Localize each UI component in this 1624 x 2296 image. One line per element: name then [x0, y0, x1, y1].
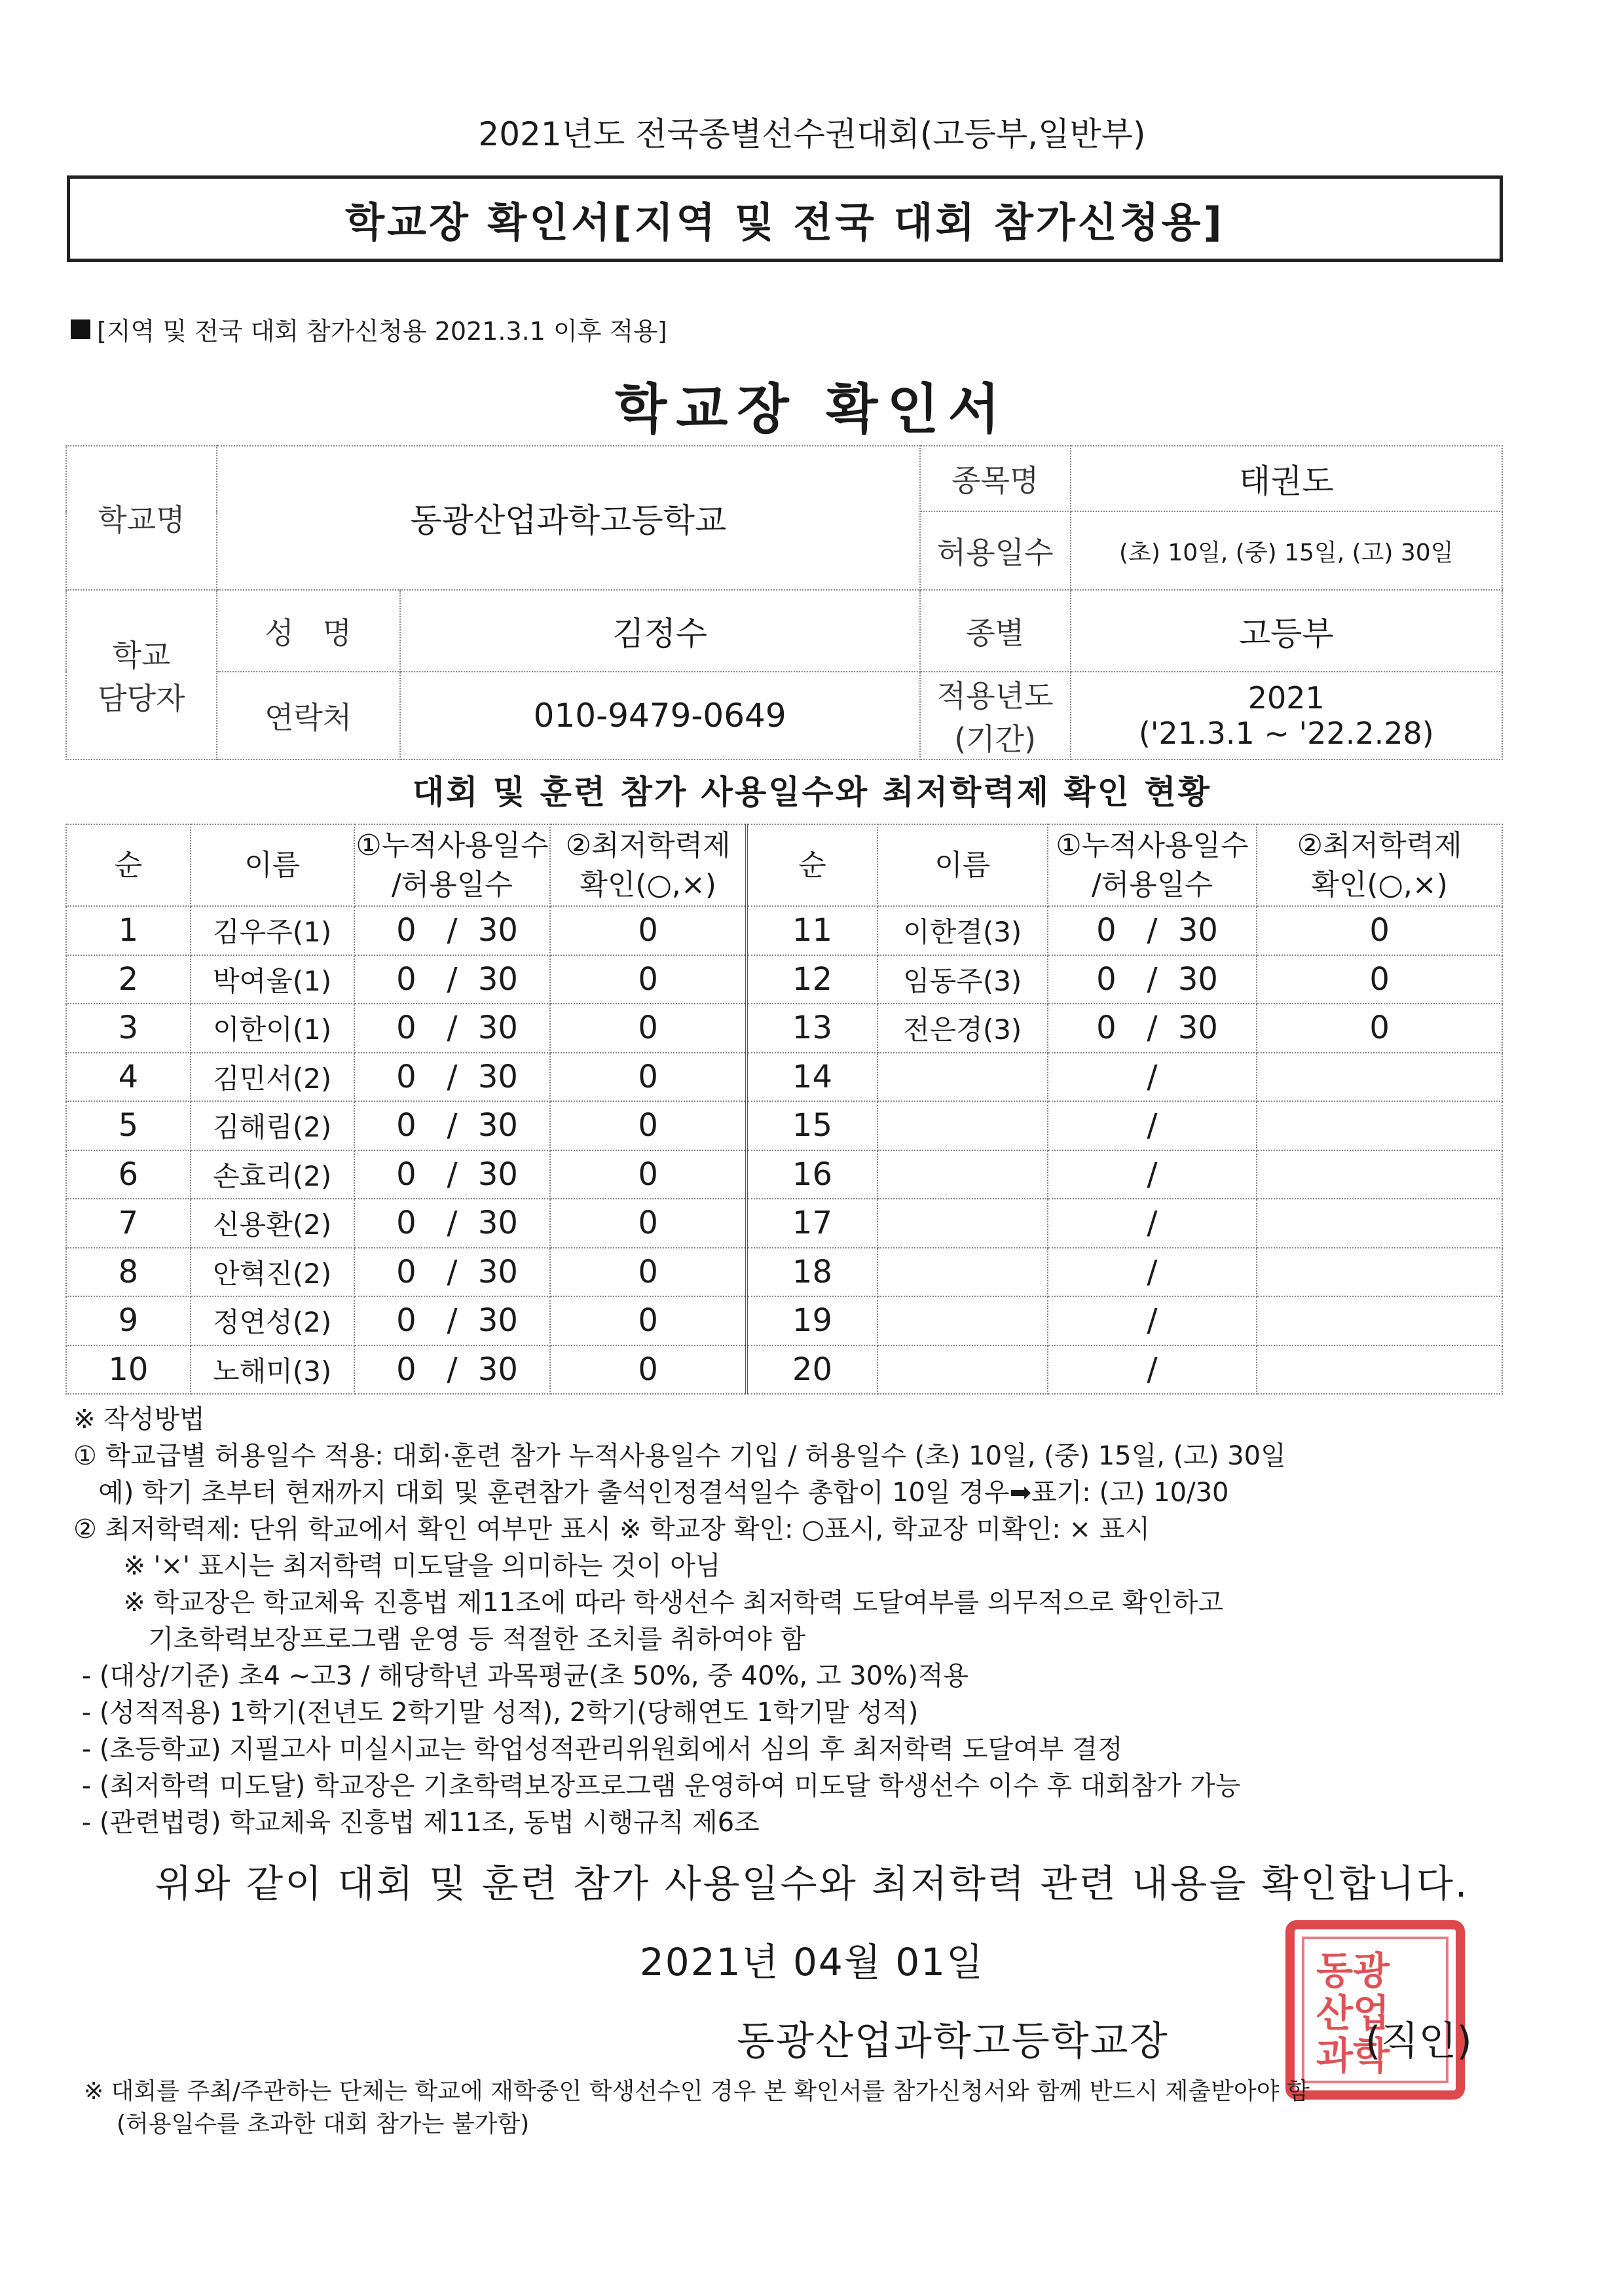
header-academic-right-line-1: ②최저학력제 [1297, 829, 1462, 863]
athlete-name: 김우주(1) [191, 906, 354, 955]
instruction-line: ※ 작성방법 [73, 1404, 205, 1434]
athlete-name: 전은경(3) [877, 1004, 1048, 1053]
days-separator: / [447, 1156, 458, 1193]
roster-table [65, 824, 1503, 1394]
allowed-value: 30 [477, 1058, 518, 1095]
header-order-right: 순 [747, 824, 877, 906]
footer-line-1: ※ 대회를 주최/주관하는 단체는 학교에 재학중인 학생선수인 경우 본 확인서를 참가신청서와 함께 반드시 제출받아야 함 [84, 2078, 1310, 2105]
allowed-value: 30 [1177, 1010, 1218, 1047]
staff-label [66, 590, 217, 759]
days-separator: / [447, 1351, 458, 1388]
athlete-name: 안혁진(2) [191, 1248, 354, 1297]
academic-check: 0 [1257, 955, 1502, 1004]
athlete-name: 손효리(2) [191, 1150, 354, 1199]
days-separator: / [1147, 1253, 1158, 1290]
footer-note [84, 2075, 1498, 2141]
allowed-value: 30 [477, 1156, 518, 1193]
days-separator: / [1147, 960, 1158, 998]
academic-check [1257, 1345, 1502, 1394]
days-separator: / [1147, 1107, 1158, 1144]
row-number: 11 [747, 906, 877, 955]
table-row [66, 1101, 1502, 1150]
used-days [1048, 906, 1257, 955]
used-days [1048, 1101, 1257, 1150]
allowed-value: 30 [477, 960, 518, 998]
athlete-name [877, 1345, 1048, 1394]
header-academic-right-line-2: 확인(○,×) [1311, 867, 1448, 902]
row-number: 7 [66, 1199, 191, 1248]
row-number: 19 [747, 1296, 877, 1345]
row-number: 10 [66, 1345, 191, 1394]
used-days [354, 1150, 551, 1199]
used-value: 0 [1096, 960, 1116, 998]
athlete-name: 김해림(2) [191, 1101, 354, 1150]
school-value: 동광산업과학고등학교 [217, 446, 920, 590]
days-separator: / [447, 960, 458, 998]
used-days [354, 955, 551, 1004]
table-row [66, 1296, 1502, 1345]
used-value: 0 [1096, 1010, 1116, 1047]
scope-note [71, 311, 667, 347]
document-title-box: 학교장 확인서[지역 및 전국 대회 참가신청용] [67, 175, 1503, 262]
allowed-value: 30 [1177, 912, 1218, 949]
used-days [354, 1345, 551, 1394]
top-title: 2021년도 전국종별선수권대회(고등부,일반부) [478, 115, 1146, 153]
row-number: 1 [66, 906, 191, 955]
row-number: 6 [66, 1150, 191, 1199]
row-number: 20 [747, 1345, 877, 1394]
staff-label-line-2: 담당자 [98, 680, 185, 716]
instruction-line: - (최저학력 미도달) 학교장은 기초학력보장프로그램 운영하여 미도달 학생선수 이수 후 대회참가 가능 [73, 1771, 1241, 1801]
instruction-line: - (대상/기준) 초4 ~고3 / 해당학년 과목평균(초 50%, 중 40%, 고 30%)적용 [73, 1661, 969, 1691]
academic-check: 0 [550, 906, 747, 955]
athlete-name: 이한이(1) [191, 1004, 354, 1053]
academic-check: 0 [550, 1150, 747, 1199]
table-row [66, 1248, 1502, 1297]
header-academic-line-2: 확인(○,×) [580, 867, 716, 902]
seal-label: (직인) [1365, 2018, 1472, 2064]
status-heading: 대회 및 훈련 참가 사용일수와 최저학력제 확인 현황 [412, 773, 1212, 811]
allowed-value: 30 [477, 1107, 518, 1144]
days-separator: / [1147, 1010, 1158, 1047]
athlete-name [877, 1199, 1048, 1248]
academic-check: 0 [550, 955, 747, 1004]
instruction-line: - (초등학교) 지필고사 미실시교는 학업성적관리위원회에서 심의 후 최저학력 도달여부 결정 [73, 1734, 1123, 1764]
used-value: 0 [396, 1253, 416, 1290]
academic-check: 0 [1257, 1004, 1502, 1053]
academic-check: 0 [1257, 906, 1502, 955]
academic-check [1257, 1296, 1502, 1345]
allowed-value: 30 [477, 1351, 518, 1388]
row-number: 4 [66, 1053, 191, 1102]
row-number: 18 [747, 1248, 877, 1297]
academic-check [1257, 1199, 1502, 1248]
used-days [1048, 1004, 1257, 1053]
division-value: 고등부 [1071, 590, 1502, 672]
days-separator: / [447, 1010, 458, 1047]
athlete-name [877, 1150, 1048, 1199]
year-label-line-2: (기간) [954, 721, 1037, 757]
row-number: 15 [747, 1101, 877, 1150]
academic-check: 0 [550, 1101, 747, 1150]
instruction-line: 기초학력보장프로그램 운영 등 적절한 조치를 취하여야 함 [73, 1624, 806, 1654]
allowed-value: 30 [1177, 960, 1218, 998]
header-academic-line-1: ②최저학력제 [565, 829, 731, 863]
year-value-line-1: 2021 [1247, 680, 1325, 716]
row-number: 14 [747, 1053, 877, 1102]
used-days [354, 1004, 551, 1053]
year-value-line-2: ('21.3.1 ~ '22.2.28) [1138, 716, 1434, 751]
used-value: 0 [1096, 912, 1116, 949]
academic-check: 0 [550, 1345, 747, 1394]
used-value: 0 [396, 960, 416, 998]
used-value: 0 [396, 1010, 416, 1047]
allowed-days-value: (초) 10일, (중) 15일, (고) 30일 [1071, 511, 1502, 590]
days-separator: / [1147, 1302, 1158, 1339]
instruction-line: ② 최저학력제: 단위 학교에서 확인 여부만 표시 ※ 학교장 확인: ○표시, 학교장 미확인: × 표시 [73, 1514, 1151, 1544]
used-days [354, 1053, 551, 1102]
used-value: 0 [396, 1107, 416, 1144]
athlete-name: 이한결(3) [877, 906, 1048, 955]
academic-check [1257, 1150, 1502, 1199]
athlete-name: 임동주(3) [877, 955, 1048, 1004]
event-label: 종목명 [920, 446, 1071, 511]
used-days [354, 906, 551, 955]
days-separator: / [1147, 1205, 1158, 1242]
info-table [65, 445, 1503, 760]
used-days [354, 1248, 551, 1297]
days-separator: / [1147, 912, 1158, 949]
used-days [1048, 1199, 1257, 1248]
days-separator: / [447, 1253, 458, 1290]
row-number: 12 [747, 955, 877, 1004]
row-number: 13 [747, 1004, 877, 1053]
academic-check [1257, 1101, 1502, 1150]
header-days [354, 824, 551, 906]
row-number: 16 [747, 1150, 877, 1199]
used-days [1048, 1345, 1257, 1394]
academic-check [1257, 1053, 1502, 1102]
used-value: 0 [396, 912, 416, 949]
used-days [1048, 1053, 1257, 1102]
allowed-value: 30 [477, 1302, 518, 1339]
staff-label-line-1: 학교 [112, 637, 171, 673]
used-days [1048, 1248, 1257, 1297]
header-name: 이름 [191, 824, 354, 906]
row-number: 17 [747, 1199, 877, 1248]
principal-title: 동광산업과학고등학교장 [737, 2018, 1169, 2064]
row-number: 2 [66, 955, 191, 1004]
athlete-name [877, 1101, 1048, 1150]
academic-check: 0 [550, 1248, 747, 1297]
athlete-name [877, 1248, 1048, 1297]
days-separator: / [1147, 1351, 1158, 1388]
header-days-right-line-1: ①누적사용일수 [1056, 829, 1249, 863]
contact-value: 010-9479-0649 [400, 672, 920, 759]
used-days [354, 1296, 551, 1345]
days-separator: / [1147, 1156, 1158, 1193]
year-value [1071, 672, 1502, 759]
table-row [66, 906, 1502, 955]
athlete-name: 신용환(2) [191, 1199, 354, 1248]
athlete-name: 김민서(2) [191, 1053, 354, 1102]
used-value: 0 [396, 1156, 416, 1193]
confirmation-statement: 위와 같이 대회 및 훈련 참가 사용일수와 최저학력 관련 내용을 확인합니다. [155, 1861, 1469, 1906]
name-value: 김정수 [400, 590, 920, 672]
table-row [66, 955, 1502, 1004]
used-value: 0 [396, 1058, 416, 1095]
scope-note-text: [지역 및 전국 대회 참가신청용 2021.3.1 이후 적용] [97, 317, 667, 346]
athlete-name: 박여울(1) [191, 955, 354, 1004]
row-number: 8 [66, 1248, 191, 1297]
academic-check [1257, 1248, 1502, 1297]
athlete-name: 노해미(3) [191, 1345, 354, 1394]
row-number: 3 [66, 1004, 191, 1053]
allowed-value: 30 [477, 1205, 518, 1242]
instruction-line: 예) 학기 초부터 현재까지 대회 및 훈련참가 출석인정결석일수 총합이 10일 경우➡표기: (고) 10/30 [73, 1478, 1229, 1508]
athlete-name [877, 1296, 1048, 1345]
used-value: 0 [396, 1351, 416, 1388]
contact-label: 연락처 [217, 672, 400, 759]
instruction-line: ① 학교급별 허용일수 적용: 대회·훈련 참가 누적사용일수 기입 / 허용일수 (초) 10일, (중) 15일, (고) 30일 [73, 1441, 1286, 1471]
used-days [1048, 955, 1257, 1004]
allowed-value: 30 [477, 1010, 518, 1047]
academic-check: 0 [550, 1053, 747, 1102]
header-academic [550, 824, 747, 906]
year-label-line-1: 적용년도 [936, 678, 1054, 714]
svg-text:산업: 산업 [1316, 1991, 1390, 2035]
allowed-value: 30 [477, 1253, 518, 1290]
header-days-line-1: ①누적사용일수 [356, 829, 549, 863]
academic-check: 0 [550, 1296, 747, 1345]
used-days [354, 1199, 551, 1248]
header-days-right-line-2: /허용일수 [1092, 867, 1213, 902]
academic-check: 0 [550, 1004, 747, 1053]
header-days-line-2: /허용일수 [392, 867, 513, 902]
svg-text:과학: 과학 [1316, 2033, 1390, 2078]
table-row [66, 1150, 1502, 1199]
row-number: 9 [66, 1296, 191, 1345]
instruction-line: ※ 학교장은 학교체육 진흥법 제11조에 따라 학생선수 최저학력 도달여부를 의무적으로 확인하고 [73, 1588, 1224, 1618]
athlete-name: 정연성(2) [191, 1296, 354, 1345]
year-label [920, 672, 1071, 759]
table-row [66, 1345, 1502, 1394]
used-days [1048, 1150, 1257, 1199]
used-days [354, 1101, 551, 1150]
header-days-right [1048, 824, 1257, 906]
days-separator: / [1147, 1058, 1158, 1095]
row-number: 5 [66, 1101, 191, 1150]
table-row [66, 1004, 1502, 1053]
table-row [66, 1053, 1502, 1102]
issue-date: 2021년 04월 01일 [639, 1940, 985, 1984]
days-separator: / [447, 912, 458, 949]
header-name-right: 이름 [877, 824, 1048, 906]
header-academic-right [1257, 824, 1502, 906]
days-separator: / [447, 1058, 458, 1095]
days-separator: / [447, 1302, 458, 1339]
used-days [1048, 1296, 1257, 1345]
allowed-value: 30 [477, 912, 518, 949]
days-separator: / [447, 1205, 458, 1242]
table-row [66, 1199, 1502, 1248]
header-order: 순 [66, 824, 191, 906]
instruction-line: - (관련법령) 학교체육 진흥법 제11조, 동법 시행규칙 제6조 [73, 1808, 760, 1838]
svg-text:동광: 동광 [1316, 1948, 1390, 1993]
athlete-name [877, 1053, 1048, 1102]
school-label: 학교명 [66, 446, 217, 590]
used-value: 0 [396, 1205, 416, 1242]
square-bullet-icon [71, 319, 90, 339]
instruction-line: - (성적적용) 1학기(전년도 2학기말 성적), 2학기(당해연도 1학기말 성적) [73, 1698, 919, 1728]
days-separator: / [447, 1107, 458, 1144]
instruction-line: ※ '×' 표시는 최저학력 미도달을 의미하는 것이 아님 [73, 1551, 721, 1581]
main-title: 학교장 확인서 [615, 378, 1009, 441]
footer-line-2: (허용일수를 초과한 대회 참가는 불가함) [117, 2111, 530, 2138]
instructions [73, 1401, 1501, 1841]
event-value: 태권도 [1071, 446, 1502, 511]
division-label: 종별 [920, 590, 1071, 672]
academic-check: 0 [550, 1199, 747, 1248]
roster-body [66, 906, 1502, 1394]
used-value: 0 [396, 1302, 416, 1339]
name-label: 성 명 [217, 590, 400, 672]
allowed-days-label: 허용일수 [920, 511, 1071, 590]
